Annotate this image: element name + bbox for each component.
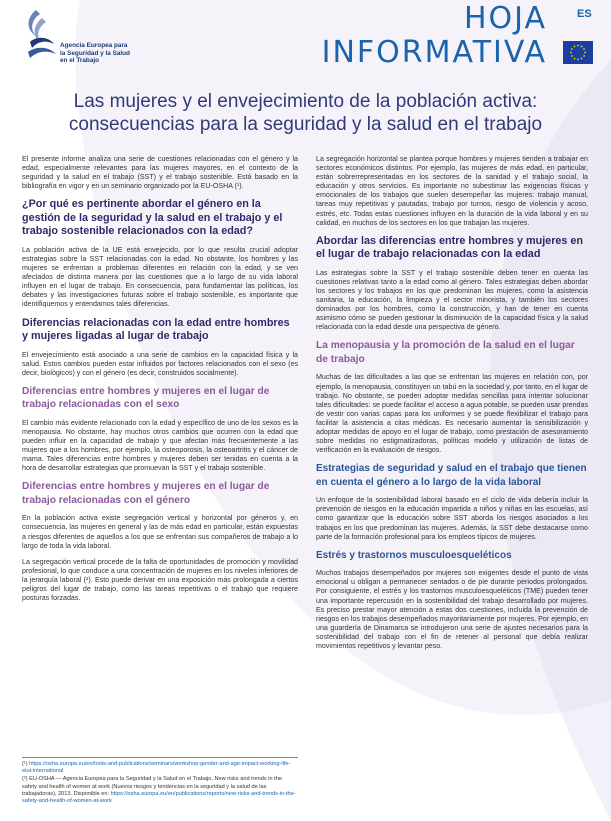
paragraph-address-differences: Las estrategias sobre la SST y el trabajo sostenible deben tener en cuenta las cuestiones relativas tanto a la edad como al género. Tales estrategias deben abordar los sectores y los trabajos en los que predominan las mujeres, como la asistencia sanitaria, la educación, la limpieza y el sector minorista, y también los sectores dominados por los hombres, como la construcción, y han de tener en cuenta asimismo cómo se pueden gestionar la disminución de la capacidad física y la salud relacionada con la edad desde una perspectiva de género. bbox=[316, 268, 588, 332]
heading-sex-differences: Diferencias entre hombres y mujeres en el lugar de trabajo relacionadas con el sexo bbox=[22, 385, 270, 411]
eu-flag-star bbox=[577, 45, 579, 47]
eu-flag-star bbox=[571, 48, 573, 50]
paragraph-vertical-segregation: La segregación vertical procede de la falta de oportunidades de promoción y movilidad profesional, lo que conduce a una concentración de mujeres en los niveles inferiores de la jerarquía laboral (²). Esto puede derivar en una exposición más prolongada a ciertos peligros del lugar de trabajo, como las tareas repetitivas o el trabajo que requiere posturas forzadas. bbox=[22, 557, 298, 603]
eu-flag-icon bbox=[563, 41, 593, 64]
heading-address-differences: Abordar las diferencias entre hombres y mujeres en el lugar de trabajo relacionadas con la edad bbox=[316, 234, 584, 261]
document-type-line1: HOJA bbox=[463, 1, 547, 36]
right-column bbox=[316, 155, 588, 658]
paragraph-horizontal-segregation: La segregación horizontal se plantea porque hombres y mujeres tienden a trabajar en sectores económicos distintos. Por ejemplo, las mujeres de más edad, en particular, están sobrerrepresentadas en los sectores de la sanidad y el trabajo social, la educación y otros servicios. Es importante no subestimar las exigencias físicas y emocionales de los trabajos que suelen desempeñar las mujeres: trabajo manual, tareas muy repetitivas y pautadas, trabajo por turnos, riesgo de violencia y acoso, estrés, etc. Todas estas cuestiones influyen en la duración de la vida laboral y en su calidad, en muchos de los sectores en los que trabajan las mujeres. bbox=[316, 155, 588, 227]
footnote-2 bbox=[22, 776, 298, 805]
heading-menopause: La menopausia y la promoción de la salud en el lugar de trabajo bbox=[316, 340, 575, 365]
agency-name-line: Agencia Europea para bbox=[60, 42, 128, 49]
eu-flag-star bbox=[570, 52, 572, 54]
paragraph-gender-segregation: En la población activa existe segregación vertical y horizontal por géneros y, en consecuencia, las mujeres en general y las de más edad en particular, están expuestas a riesgos diferentes de aquellos a los que se enfrentan sus compañeros de trabajo a lo largo de toda la vida laboral. bbox=[22, 514, 298, 550]
heading-strategies: Estrategias de seguridad y salud en el trabajo que tienen en cuenta el género a lo largo de la vida laboral bbox=[316, 463, 587, 488]
eu-flag-star bbox=[583, 55, 585, 57]
eu-flag-star bbox=[584, 52, 586, 54]
document-type-line2: INFORMATIVA bbox=[321, 35, 547, 70]
footnotes bbox=[22, 757, 298, 806]
eu-flag-star bbox=[571, 55, 573, 57]
document-type-heading bbox=[322, 2, 547, 70]
page-title bbox=[20, 90, 591, 136]
paragraph-sex-differences: El cambio más evidente relacionado con la edad y específico de uno de los sexos es la menopausia. No obstante, hay muchos otros cambios que ocurren con la edad que pueden influir en la capacidad de trabajo y que afectan más frecuentemente a las mujeres que a los hombres, por ejemplo, la osteoporosis, la osteoartritis y el cáncer de mama. Tales diferencias entre hombres y mujeres deben ser tenidas en cuenta a la hora de desarrollar estrategias que promuevan la SST y el trabajo sostenible. bbox=[22, 418, 298, 473]
footnote-1-link[interactable]: https://osha.europa.eu/en/tools-and-publications/seminars/workshop-gender-and-age-impact-working-life-etui-international bbox=[22, 761, 291, 775]
paragraph-why-gender: La población activa de la UE está envejecido, por lo que resulta crucial adoptar estrategias sobre la SST relacionadas con la edad. No obstante, los hombres y las mujeres se enfrentan a problemas diferentes en relación con la edad, y se ven afectados de distinta manera por las cuestiones que a lo largo de su vida laboral influyen en el lugar de trabajo. En consecuencia, para fundamentar las políticas, los debates y las investigaciones futuras sobre el trabajo sostenible, es importante que identifiquemos y entendamos tales diferencias. bbox=[22, 245, 298, 309]
paragraph-age-differences: El envejecimiento está asociado a una serie de cambios en la capacidad física y la salud. Estos cambios pueden estar influidos por factores relacionados con el sexo (es decir, biológicos) y con el género (es decir, construidos socialmente). bbox=[22, 350, 298, 377]
footnote-2-link[interactable]: https://osha.europa.eu/en/publications/reports/new-risks-and-trends-in-the-safety-and-health-of-women-at-work bbox=[22, 790, 296, 805]
eu-flag-star bbox=[574, 46, 576, 48]
paragraph-menopause: Muchas de las dificultades a las que se enfrentan las mujeres en relación con, por ejemplo, la menopausia, constituyen un tabú en la sociedad y, por tanto, en el lugar de trabajo. No obstante, se pueden adoptar medidas sencillas para intentar solucionar tales dificultades: se puede facilitar el acceso a agua potable, se pueden usar prendas de vestir con varias capas para los uniformes y se puede flexibilizar el trabajo para facilitar la asistencia a citas médicas. Es necesario aumentar la sensibilización y adoptar medidas de apoyo en el lugar de trabajo, como prestación de asesoramiento sobre medidas no estigmatizadoras, políticas modelo y utilización de listas de verificación en la evaluación de riesgos. bbox=[316, 373, 588, 455]
agency-name bbox=[60, 42, 130, 65]
eu-flag-star bbox=[577, 59, 579, 61]
heading-stress-msd: Estrés y trastornos musculoesqueléticos bbox=[316, 549, 512, 561]
footnote-1-marker: (¹) bbox=[22, 761, 30, 767]
agency-name-line: la Seguridad y la Salud bbox=[60, 49, 130, 57]
eu-flag-star bbox=[581, 46, 583, 48]
heading-age-differences: Diferencias relacionadas con la edad entre hombres y mujeres ligadas al lugar de trabajo bbox=[22, 316, 290, 343]
intro-paragraph: El presente informe analiza una serie de cuestiones relacionadas con el género y la edad, especialmente relevantes para las mujeres mayores, en el contexto de la seguridad y la salud en el trabajo (SST) y el trabajo sostenible. Está basado en la bibliografía en vigor y en un seminario organizado por la EU-OSHA (¹). bbox=[22, 155, 298, 191]
language-code: ES bbox=[577, 8, 592, 20]
page-title-line2: consecuencias para la seguridad y la salud en el trabajo bbox=[68, 114, 543, 135]
agency-name-line: en el Trabajo bbox=[60, 57, 100, 65]
heading-gender-differences: Diferencias entre hombres y mujeres en el lugar de trabajo relacionadas con el género bbox=[22, 481, 270, 506]
page-title-line1: Las mujeres y el envejecimiento de la población activa: bbox=[73, 91, 538, 112]
paragraph-strategies: Un enfoque de la sostenibilidad laboral basado en el ciclo de vida debería incluir la prevención de riesgos en la educación impartida a niños y niñas en las escuelas, así como garantizar que la educación sobre SST aborda los riesgos asociados a los trabajos en los que predominan las mujeres. Además, la SST debe destacarse como parte de la formación profesional para los empleos típicos de mujeres. bbox=[316, 496, 588, 541]
eu-flag-star bbox=[583, 48, 585, 50]
footnote-2-text: (²) EU-OSHA — Agencia Europea para la Seguridad y la Salud en el Trabajo, New risks and trends in the safety and health of women at work (Nuevos riesgos y tendencias en la seguridad y la salud de las trabajadoras), 2013. Disponible en: bbox=[22, 776, 282, 797]
heading-why-gender: ¿Por qué es pertinente abordar el género en la gestión de la seguridad y la salud en el trabajo y el trabajo sostenible relacionados con la edad? bbox=[22, 198, 283, 238]
footnote-1 bbox=[22, 761, 298, 775]
eu-flag-star bbox=[574, 58, 576, 60]
eu-flag-star bbox=[581, 58, 583, 60]
paragraph-stress-msd: Muchos trabajos desempeñados por mujeres son exigentes desde el punto de vista emocional u obligan a permanecer sentados o de pie durante periodos prolongados. Por consiguiente, el estrés y los trastornos musculoesqueléticos (TME) pueden tener una importante repercusión en la sostenibilidad del trabajo desarrollado por mujeres. Es preciso prestar mayor atención a estas dos cuestiones, incluida la prevención de riesgos en los trabajos desempeñados mayoritariamente por mujeres. Por ejemplo, en una guardería de Dinamarca se introdujeron una serie de ajustes necesarios para la sostenibilidad del trabajo con el fin de retener al personal que debía realizar movimientos repetitivos y levantar peso. bbox=[316, 569, 588, 650]
eu-osha-logo bbox=[22, 8, 132, 70]
eu-osha-emblem-icon bbox=[22, 8, 58, 64]
left-column bbox=[22, 155, 298, 610]
